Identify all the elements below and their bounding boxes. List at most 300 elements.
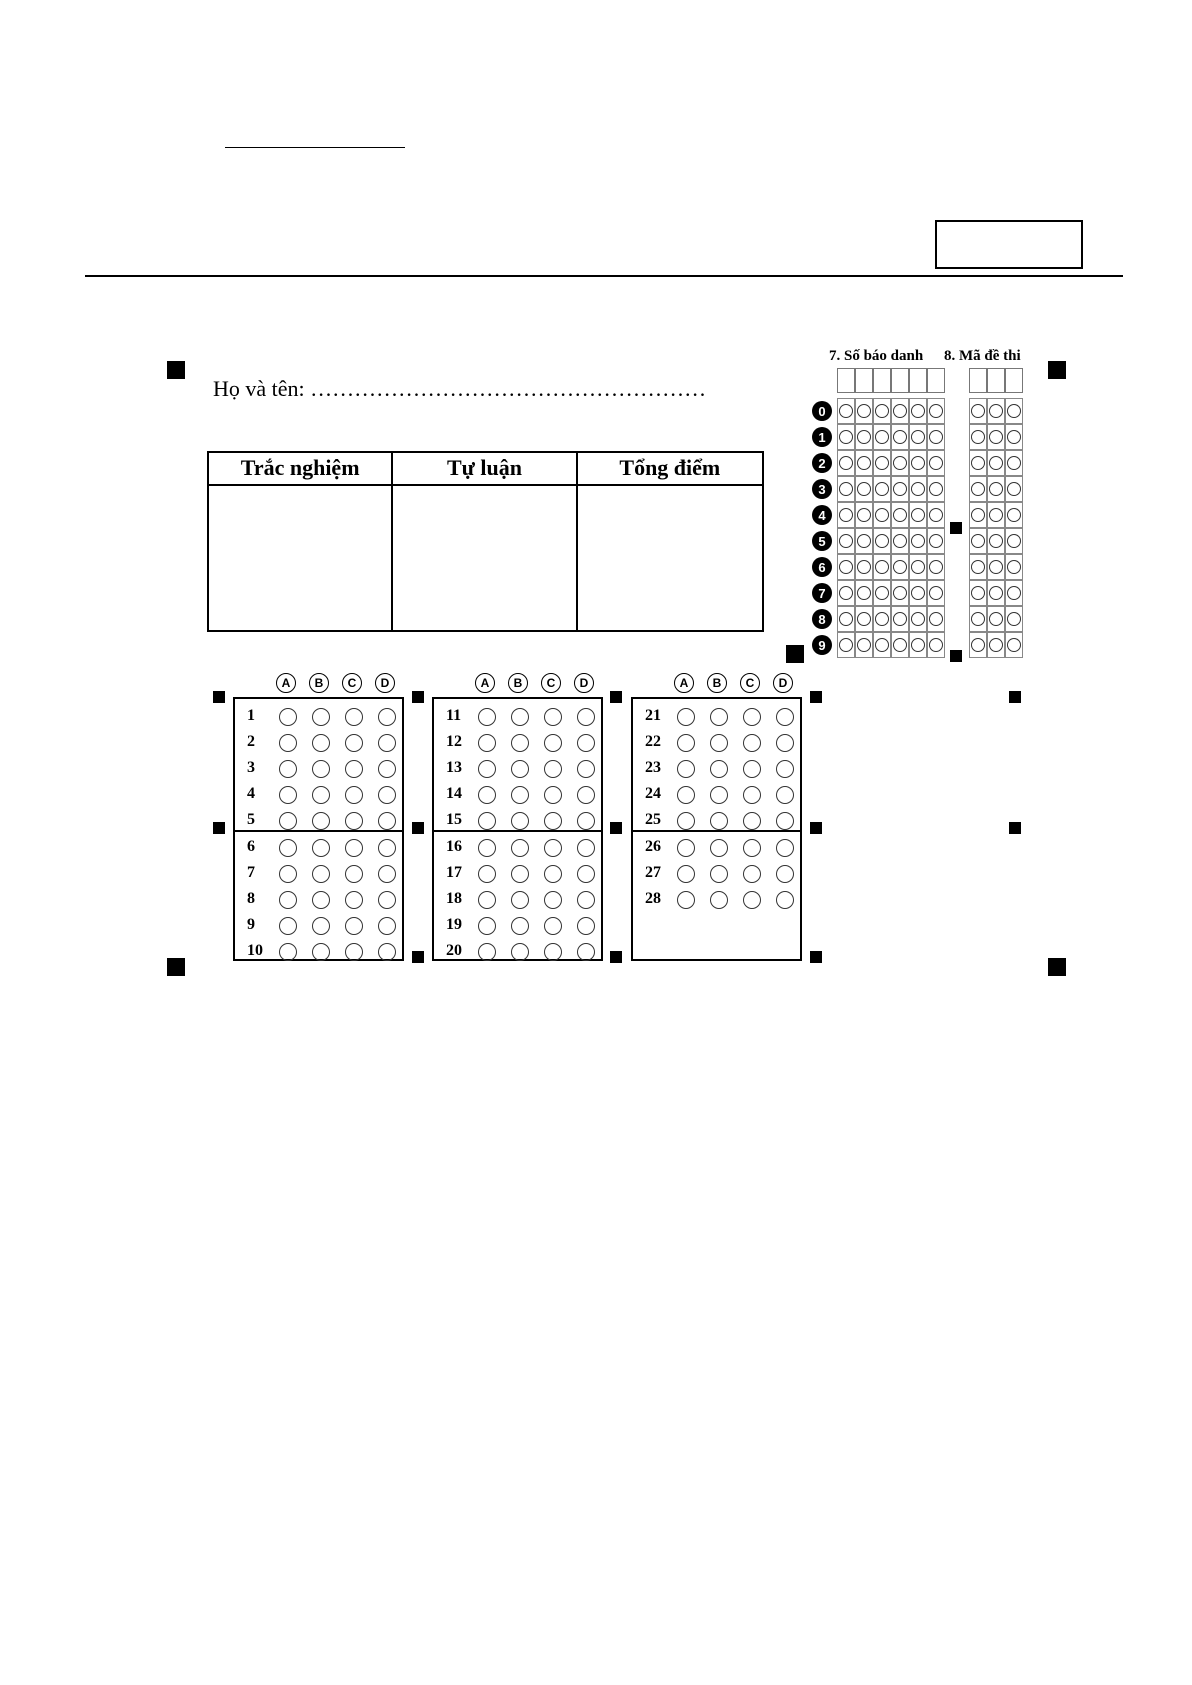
bubble-cell bbox=[987, 476, 1005, 502]
bubble-cell bbox=[909, 398, 927, 424]
block-divider bbox=[434, 830, 601, 832]
answer-bubble[interactable] bbox=[743, 891, 761, 909]
block-divider bbox=[633, 830, 800, 832]
score-header-multiple-choice: Trắc nghiệm bbox=[209, 453, 393, 486]
timing-marker bbox=[1009, 822, 1021, 834]
digit-bubble[interactable] bbox=[857, 534, 871, 548]
question-number: 2 bbox=[247, 733, 255, 750]
bubble-cell bbox=[855, 554, 873, 580]
answer-bubble[interactable] bbox=[511, 943, 529, 961]
digit-bubble[interactable] bbox=[911, 534, 925, 548]
answer-bubble[interactable] bbox=[312, 734, 330, 752]
digit-bubble[interactable] bbox=[971, 534, 985, 548]
registration-marker bbox=[167, 361, 185, 379]
digit-bubble[interactable] bbox=[875, 586, 889, 600]
digit-bubble[interactable] bbox=[893, 612, 907, 626]
digit-bubble[interactable] bbox=[893, 560, 907, 574]
digit-bubble[interactable] bbox=[839, 612, 853, 626]
answer-bubble[interactable] bbox=[478, 943, 496, 961]
digit-bubble[interactable] bbox=[989, 430, 1003, 444]
digit-label: 0 bbox=[812, 401, 832, 421]
question-number: 24 bbox=[645, 785, 661, 802]
bubble-cell bbox=[855, 580, 873, 606]
answer-bubble[interactable] bbox=[776, 839, 794, 857]
answer-bubble[interactable] bbox=[710, 708, 728, 726]
answer-bubble[interactable] bbox=[577, 734, 595, 752]
digit-bubble[interactable] bbox=[839, 586, 853, 600]
exam-code-bubble-grid bbox=[969, 398, 1023, 658]
digit-bubble[interactable] bbox=[893, 456, 907, 470]
digit-bubble[interactable] bbox=[1007, 482, 1021, 496]
digit-bubble[interactable] bbox=[989, 508, 1003, 522]
write-box[interactable] bbox=[873, 368, 891, 393]
answer-bubble[interactable] bbox=[312, 917, 330, 935]
digit-bubble[interactable] bbox=[857, 508, 871, 522]
answer-bubble[interactable] bbox=[511, 812, 529, 830]
digit-bubble[interactable] bbox=[911, 612, 925, 626]
answer-bubble[interactable] bbox=[577, 812, 595, 830]
answer-bubble[interactable] bbox=[743, 786, 761, 804]
bubble-cell bbox=[969, 606, 987, 632]
write-box[interactable] bbox=[987, 368, 1005, 393]
bubble-cell bbox=[927, 606, 945, 632]
answer-bubble[interactable] bbox=[577, 708, 595, 726]
digit-bubble[interactable] bbox=[857, 560, 871, 574]
answer-bubble[interactable] bbox=[378, 917, 396, 935]
bubble-cell bbox=[891, 554, 909, 580]
timing-marker bbox=[1009, 691, 1021, 703]
digit-bubble[interactable] bbox=[893, 430, 907, 444]
answer-bubble[interactable] bbox=[710, 734, 728, 752]
bubble-cell bbox=[837, 606, 855, 632]
answer-bubble[interactable] bbox=[544, 865, 562, 883]
answer-bubble[interactable] bbox=[710, 839, 728, 857]
answer-bubble[interactable] bbox=[312, 786, 330, 804]
answer-bubble[interactable] bbox=[577, 891, 595, 909]
digit-bubble[interactable] bbox=[929, 456, 943, 470]
digit-bubble[interactable] bbox=[971, 508, 985, 522]
timing-marker bbox=[810, 951, 822, 963]
question-number: 23 bbox=[645, 759, 661, 776]
bubble-cell bbox=[909, 502, 927, 528]
bubble-cell bbox=[927, 424, 945, 450]
answer-bubble[interactable] bbox=[776, 786, 794, 804]
score-cell-total[interactable] bbox=[578, 486, 762, 630]
digit-bubble[interactable] bbox=[971, 586, 985, 600]
question-number: 19 bbox=[446, 916, 462, 933]
digit-bubble[interactable] bbox=[1007, 586, 1021, 600]
block-divider bbox=[235, 830, 402, 832]
registration-marker bbox=[167, 958, 185, 976]
answer-bubble[interactable] bbox=[677, 760, 695, 778]
digit-bubble[interactable] bbox=[989, 404, 1003, 418]
bubble-cell bbox=[969, 450, 987, 476]
question-number: 18 bbox=[446, 890, 462, 907]
answer-bubble[interactable] bbox=[312, 708, 330, 726]
digit-bubble[interactable] bbox=[911, 456, 925, 470]
answer-bubble[interactable] bbox=[312, 865, 330, 883]
answer-bubble[interactable] bbox=[511, 708, 529, 726]
digit-bubble[interactable] bbox=[929, 586, 943, 600]
answer-bubble[interactable] bbox=[511, 734, 529, 752]
answer-bubble[interactable] bbox=[776, 891, 794, 909]
question-number: 17 bbox=[446, 864, 462, 881]
answer-bubble[interactable] bbox=[378, 708, 396, 726]
bubble-cell bbox=[891, 606, 909, 632]
write-box[interactable] bbox=[855, 368, 873, 393]
answer-bubble[interactable] bbox=[478, 891, 496, 909]
student-id-write-boxes bbox=[837, 368, 945, 393]
digit-bubble[interactable] bbox=[929, 430, 943, 444]
digit-bubble[interactable] bbox=[929, 560, 943, 574]
answer-bubble[interactable] bbox=[710, 865, 728, 883]
score-table bbox=[207, 451, 764, 632]
answer-bubble[interactable] bbox=[710, 812, 728, 830]
digit-bubble[interactable] bbox=[971, 612, 985, 626]
digit-bubble[interactable] bbox=[857, 430, 871, 444]
answer-bubble[interactable] bbox=[279, 812, 297, 830]
answer-bubble[interactable] bbox=[478, 839, 496, 857]
digit-bubble[interactable] bbox=[893, 404, 907, 418]
bubble-cell bbox=[837, 424, 855, 450]
answer-bubble[interactable] bbox=[677, 786, 695, 804]
bubble-cell bbox=[987, 554, 1005, 580]
answer-bubble[interactable] bbox=[378, 760, 396, 778]
digit-bubble[interactable] bbox=[971, 404, 985, 418]
answer-bubble[interactable] bbox=[743, 708, 761, 726]
question-number: 27 bbox=[645, 864, 661, 881]
bubble-cell bbox=[909, 450, 927, 476]
digit-bubble[interactable] bbox=[875, 638, 889, 652]
answer-bubble[interactable] bbox=[743, 760, 761, 778]
answer-bubble[interactable] bbox=[279, 891, 297, 909]
answer-bubble[interactable] bbox=[544, 839, 562, 857]
answer-bubble[interactable] bbox=[345, 917, 363, 935]
answer-bubble[interactable] bbox=[378, 865, 396, 883]
digit-bubble[interactable] bbox=[857, 612, 871, 626]
digit-bubble[interactable] bbox=[857, 404, 871, 418]
digit-bubble[interactable] bbox=[911, 638, 925, 652]
digit-bubble[interactable] bbox=[1007, 612, 1021, 626]
answer-bubble[interactable] bbox=[577, 865, 595, 883]
answer-bubble[interactable] bbox=[577, 839, 595, 857]
answer-bubble[interactable] bbox=[345, 943, 363, 961]
bubble-cell bbox=[927, 528, 945, 554]
digit-bubble[interactable] bbox=[875, 430, 889, 444]
digit-bubble[interactable] bbox=[989, 534, 1003, 548]
bubble-cell bbox=[855, 398, 873, 424]
digit-bubble[interactable] bbox=[911, 508, 925, 522]
answer-bubble[interactable] bbox=[279, 839, 297, 857]
digit-bubble[interactable] bbox=[857, 482, 871, 496]
answer-bubble[interactable] bbox=[710, 891, 728, 909]
digit-bubble[interactable] bbox=[989, 612, 1003, 626]
digit-bubble[interactable] bbox=[929, 482, 943, 496]
answer-bubble[interactable] bbox=[511, 917, 529, 935]
answer-bubble[interactable] bbox=[345, 865, 363, 883]
question-number: 4 bbox=[247, 785, 255, 802]
answer-bubble[interactable] bbox=[677, 734, 695, 752]
answer-bubble[interactable] bbox=[577, 917, 595, 935]
digit-bubble[interactable] bbox=[929, 508, 943, 522]
timing-marker bbox=[610, 691, 622, 703]
digit-label: 7 bbox=[812, 583, 832, 603]
answer-bubble[interactable] bbox=[677, 708, 695, 726]
digit-bubble[interactable] bbox=[875, 560, 889, 574]
answer-bubble[interactable] bbox=[544, 943, 562, 961]
question-number: 14 bbox=[446, 785, 462, 802]
bubble-cell bbox=[909, 476, 927, 502]
bubble-cell bbox=[927, 554, 945, 580]
answer-bubble[interactable] bbox=[544, 786, 562, 804]
bubble-cell bbox=[1005, 606, 1023, 632]
answer-bubble[interactable] bbox=[312, 943, 330, 961]
digit-bubble[interactable] bbox=[839, 508, 853, 522]
answer-bubble[interactable] bbox=[378, 891, 396, 909]
digit-bubble[interactable] bbox=[929, 612, 943, 626]
digit-bubble[interactable] bbox=[893, 534, 907, 548]
digit-bubble[interactable] bbox=[911, 404, 925, 418]
digit-bubble[interactable] bbox=[971, 638, 985, 652]
write-box[interactable] bbox=[837, 368, 855, 393]
answer-bubble[interactable] bbox=[677, 839, 695, 857]
answer-bubble[interactable] bbox=[776, 812, 794, 830]
answer-bubble[interactable] bbox=[478, 786, 496, 804]
digit-bubble[interactable] bbox=[911, 586, 925, 600]
digit-bubble[interactable] bbox=[989, 560, 1003, 574]
digit-bubble[interactable] bbox=[893, 638, 907, 652]
answer-block bbox=[233, 697, 404, 961]
answer-bubble[interactable] bbox=[511, 865, 529, 883]
digit-bubble[interactable] bbox=[1007, 430, 1021, 444]
bubble-cell bbox=[987, 450, 1005, 476]
answer-bubble[interactable] bbox=[478, 812, 496, 830]
bubble-cell bbox=[969, 502, 987, 528]
answer-bubble[interactable] bbox=[544, 708, 562, 726]
answer-bubble[interactable] bbox=[743, 812, 761, 830]
bubble-cell bbox=[969, 528, 987, 554]
digit-bubble[interactable] bbox=[971, 482, 985, 496]
timing-marker bbox=[610, 951, 622, 963]
answer-bubble[interactable] bbox=[279, 917, 297, 935]
digit-bubble[interactable] bbox=[893, 586, 907, 600]
digit-bubble[interactable] bbox=[911, 430, 925, 444]
digit-bubble[interactable] bbox=[875, 404, 889, 418]
digit-bubble[interactable] bbox=[857, 586, 871, 600]
bubble-cell bbox=[969, 424, 987, 450]
registration-marker bbox=[1048, 958, 1066, 976]
digit-label: 6 bbox=[812, 557, 832, 577]
digit-bubble[interactable] bbox=[1007, 534, 1021, 548]
option-header: B bbox=[508, 673, 528, 693]
digit-bubble[interactable] bbox=[1007, 560, 1021, 574]
digit-bubble[interactable] bbox=[971, 456, 985, 470]
digit-bubble[interactable] bbox=[1007, 508, 1021, 522]
digit-bubble[interactable] bbox=[857, 638, 871, 652]
digit-bubble[interactable] bbox=[971, 430, 985, 444]
answer-bubble[interactable] bbox=[378, 943, 396, 961]
answer-bubble[interactable] bbox=[511, 786, 529, 804]
bubble-cell bbox=[969, 398, 987, 424]
digit-bubble[interactable] bbox=[839, 482, 853, 496]
answer-bubble[interactable] bbox=[345, 734, 363, 752]
bubble-cell bbox=[873, 632, 891, 658]
question-number: 16 bbox=[446, 838, 462, 855]
digit-bubble[interactable] bbox=[911, 560, 925, 574]
answer-bubble[interactable] bbox=[312, 760, 330, 778]
answer-bubble[interactable] bbox=[345, 839, 363, 857]
digit-bubble[interactable] bbox=[875, 482, 889, 496]
digit-bubble[interactable] bbox=[875, 508, 889, 522]
bubble-cell bbox=[969, 632, 987, 658]
bubble-cell bbox=[891, 580, 909, 606]
answer-bubble[interactable] bbox=[544, 760, 562, 778]
answer-bubble[interactable] bbox=[312, 839, 330, 857]
answer-bubble[interactable] bbox=[544, 812, 562, 830]
answer-bubble[interactable] bbox=[378, 734, 396, 752]
answer-bubble[interactable] bbox=[511, 891, 529, 909]
answer-bubble[interactable] bbox=[677, 891, 695, 909]
answer-bubble[interactable] bbox=[478, 708, 496, 726]
answer-bubble[interactable] bbox=[577, 786, 595, 804]
digit-bubble[interactable] bbox=[1007, 638, 1021, 652]
bubble-cell bbox=[1005, 580, 1023, 606]
digit-bubble[interactable] bbox=[1007, 456, 1021, 470]
digit-bubble[interactable] bbox=[929, 534, 943, 548]
digit-bubble[interactable] bbox=[911, 482, 925, 496]
answer-bubble[interactable] bbox=[345, 812, 363, 830]
answer-bubble[interactable] bbox=[544, 891, 562, 909]
answer-bubble[interactable] bbox=[511, 839, 529, 857]
answer-bubble[interactable] bbox=[743, 865, 761, 883]
timing-marker bbox=[213, 691, 225, 703]
digit-bubble[interactable] bbox=[929, 404, 943, 418]
exam-code-write-boxes bbox=[969, 368, 1023, 393]
answer-bubble[interactable] bbox=[544, 734, 562, 752]
write-box[interactable] bbox=[891, 368, 909, 393]
answer-bubble[interactable] bbox=[677, 865, 695, 883]
option-header: A bbox=[276, 673, 296, 693]
score-cell-multiple-choice[interactable] bbox=[209, 486, 393, 630]
option-header: B bbox=[707, 673, 727, 693]
bubble-cell bbox=[855, 606, 873, 632]
write-box[interactable] bbox=[969, 368, 987, 393]
question-number: 20 bbox=[446, 942, 462, 959]
answer-bubble[interactable] bbox=[279, 865, 297, 883]
answer-bubble[interactable] bbox=[776, 734, 794, 752]
digit-bubble[interactable] bbox=[875, 612, 889, 626]
answer-bubble[interactable] bbox=[378, 839, 396, 857]
answer-bubble[interactable] bbox=[776, 865, 794, 883]
answer-bubble[interactable] bbox=[279, 734, 297, 752]
answer-bubble[interactable] bbox=[478, 865, 496, 883]
digit-bubble[interactable] bbox=[989, 482, 1003, 496]
digit-bubble[interactable] bbox=[839, 638, 853, 652]
bubble-cell bbox=[1005, 502, 1023, 528]
answer-bubble[interactable] bbox=[478, 917, 496, 935]
digit-bubble[interactable] bbox=[893, 508, 907, 522]
digit-bubble[interactable] bbox=[839, 560, 853, 574]
answer-bubble[interactable] bbox=[710, 760, 728, 778]
write-box[interactable] bbox=[909, 368, 927, 393]
answer-bubble[interactable] bbox=[776, 760, 794, 778]
question-number: 26 bbox=[645, 838, 661, 855]
score-header-total: Tổng điểm bbox=[578, 453, 762, 486]
answer-bubble[interactable] bbox=[279, 943, 297, 961]
answer-bubble[interactable] bbox=[279, 760, 297, 778]
digit-bubble[interactable] bbox=[839, 456, 853, 470]
write-box[interactable] bbox=[1005, 368, 1023, 393]
timing-marker bbox=[950, 650, 962, 662]
answer-bubble[interactable] bbox=[478, 760, 496, 778]
answer-bubble[interactable] bbox=[710, 786, 728, 804]
digit-bubble[interactable] bbox=[989, 586, 1003, 600]
answer-bubble[interactable] bbox=[378, 812, 396, 830]
question-number: 1 bbox=[247, 707, 255, 724]
digit-bubble[interactable] bbox=[929, 638, 943, 652]
digit-bubble[interactable] bbox=[839, 430, 853, 444]
answer-bubble[interactable] bbox=[511, 760, 529, 778]
answer-bubble[interactable] bbox=[677, 812, 695, 830]
answer-bubble[interactable] bbox=[312, 812, 330, 830]
answer-bubble[interactable] bbox=[577, 943, 595, 961]
timing-marker bbox=[412, 691, 424, 703]
bubble-cell bbox=[891, 528, 909, 554]
answer-bubble[interactable] bbox=[312, 891, 330, 909]
answer-bubble[interactable] bbox=[279, 708, 297, 726]
timing-marker bbox=[950, 522, 962, 534]
digit-bubble[interactable] bbox=[875, 456, 889, 470]
answer-bubble[interactable] bbox=[577, 760, 595, 778]
answer-bubble[interactable] bbox=[345, 760, 363, 778]
answer-bubble[interactable] bbox=[345, 786, 363, 804]
digit-bubble[interactable] bbox=[857, 456, 871, 470]
bubble-cell bbox=[855, 424, 873, 450]
bubble-cell bbox=[873, 398, 891, 424]
timing-marker bbox=[412, 951, 424, 963]
digit-bubble[interactable] bbox=[875, 534, 889, 548]
answer-bubble[interactable] bbox=[378, 786, 396, 804]
bubble-cell bbox=[873, 450, 891, 476]
digit-bubble[interactable] bbox=[971, 560, 985, 574]
bubble-cell bbox=[873, 606, 891, 632]
answer-bubble[interactable] bbox=[743, 839, 761, 857]
answer-bubble[interactable] bbox=[345, 708, 363, 726]
score-cell-essay[interactable] bbox=[393, 486, 577, 630]
bubble-cell bbox=[837, 450, 855, 476]
digit-bubble[interactable] bbox=[1007, 404, 1021, 418]
answer-bubble[interactable] bbox=[345, 891, 363, 909]
bubble-cell bbox=[927, 398, 945, 424]
answer-bubble[interactable] bbox=[478, 734, 496, 752]
digit-bubble[interactable] bbox=[839, 534, 853, 548]
question-number: 12 bbox=[446, 733, 462, 750]
digit-bubble[interactable] bbox=[989, 456, 1003, 470]
bubble-cell bbox=[891, 476, 909, 502]
answer-bubble[interactable] bbox=[279, 786, 297, 804]
write-box[interactable] bbox=[927, 368, 945, 393]
digit-bubble[interactable] bbox=[839, 404, 853, 418]
answer-bubble[interactable] bbox=[776, 708, 794, 726]
student-id-title: 7. Số báo danh bbox=[829, 348, 924, 364]
bubble-cell bbox=[837, 528, 855, 554]
answer-bubble[interactable] bbox=[743, 734, 761, 752]
digit-bubble[interactable] bbox=[989, 638, 1003, 652]
answer-bubble[interactable] bbox=[544, 917, 562, 935]
bubble-cell bbox=[927, 502, 945, 528]
digit-bubble[interactable] bbox=[893, 482, 907, 496]
timing-marker bbox=[610, 822, 622, 834]
